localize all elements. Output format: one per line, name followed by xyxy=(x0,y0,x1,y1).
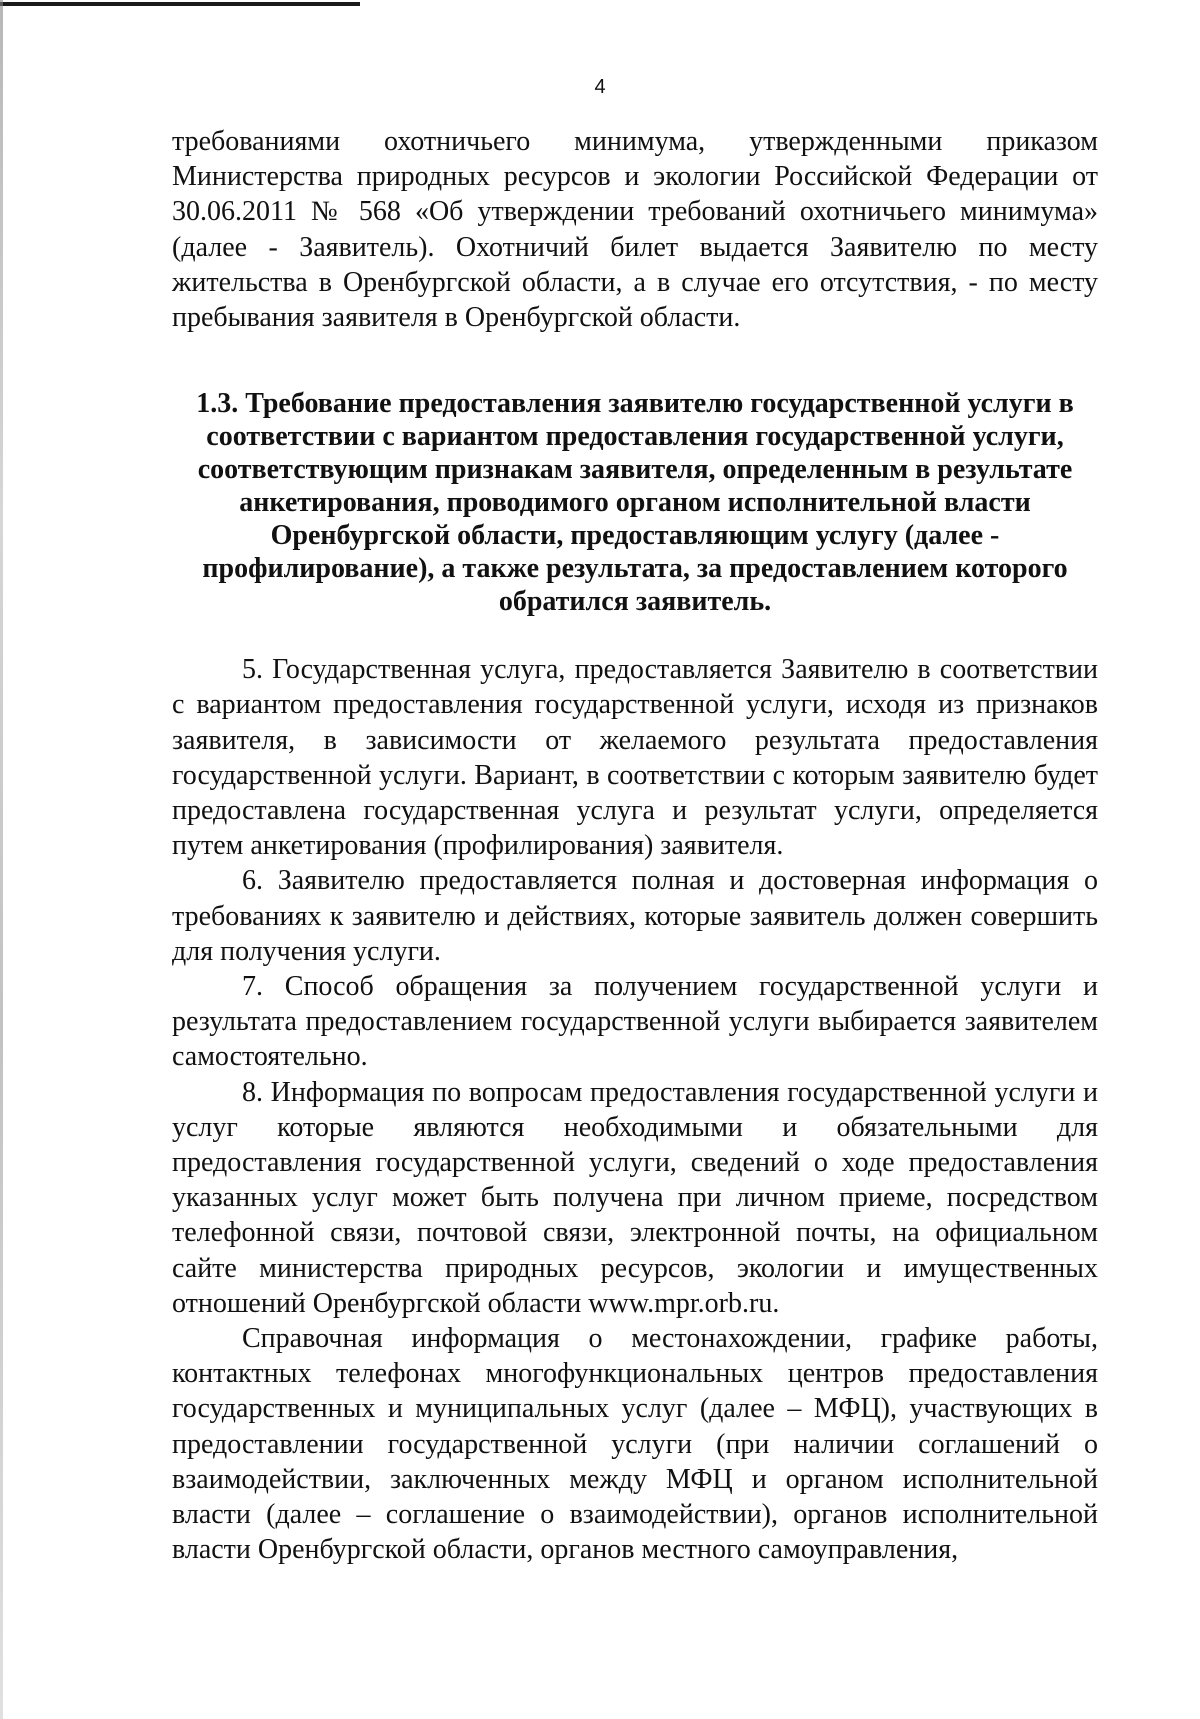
section-heading: 1.3. Требование предоставления заявителю государственной услуги в соответствии с вариантом предоставления государственной услуги, соответствующим признакам заявителя, определенным в результате анкетирования, проводимого органом исполнительной власти Оренбургской области, предоставляющим услугу (далее - профилирование), а также результата, за предоставлением которого обратился заявитель. xyxy=(196,388,1074,618)
scan-artifact-left-edge xyxy=(0,0,3,1719)
paragraph-8: 8. Информация по вопросам предоставления государственной услуги и услуг которые являются необходимыми и обязательными для предоставления государственной услуги, сведений о ходе предоставления указанных услуг может быть получена при личном приеме, посредством телефонной связи, почтовой связи, электронной почты, на официальном сайте министерства природных ресурсов, экологии и имущественных отношений Оренбургской области www.mpr.orb.ru. xyxy=(172,1076,1098,1319)
paragraph-7: 7. Способ обращения за получением государственной услуги и результата предоставлением государственной услуги выбирается заявителем самостоятельно. xyxy=(172,971,1098,1073)
document-body xyxy=(172,124,1098,1568)
paragraph-reference-info: Справочная информация о местонахождении, графике работы, контактных телефонах многофункциональных центров предоставления государственных и муниципальных услуг (далее – МФЦ), участвующих в предоставлении государственной услуги (при наличии соглашений о взаимодействии, заключенных между МФЦ и органом исполнительной власти (далее – соглашение о взаимодействии), органов исполнительной власти Оренбургской области, органов местного самоуправления, xyxy=(172,1323,1098,1566)
intro-paragraph: требованиями охотничьего минимума, утвержденными приказом Министерства природных ресурсов и экологии Российской Федерации от 30.06.2011 № 568 «Об утверждении требований охотничьего минимума» (далее - Заявитель). Охотничий билет выдается Заявителю по месту жительства в Оренбургской области, а в случае его отсутствия, - по месту пребывания заявителя в Оренбургской области. xyxy=(172,126,1098,334)
paragraph-6: 6. Заявителю предоставляется полная и достоверная информация о требованиях к заявителю и действиях, которые заявитель должен совершить для получения услуги. xyxy=(172,865,1098,967)
page-number: 4 xyxy=(594,76,606,98)
scan-artifact-top-line xyxy=(0,2,360,6)
paragraph-5: 5. Государственная услуга, предоставляется Заявителю в соответствии с вариантом предоставления государственной услуги, исходя из признаков заявителя, в зависимости от желаемого результата предоставления государственной услуги. Вариант, в соответствии с которым заявителю будет предоставлена государственная услуга и результат услуги, определяется путем анкетирования (профилирования) заявителя. xyxy=(172,654,1098,862)
